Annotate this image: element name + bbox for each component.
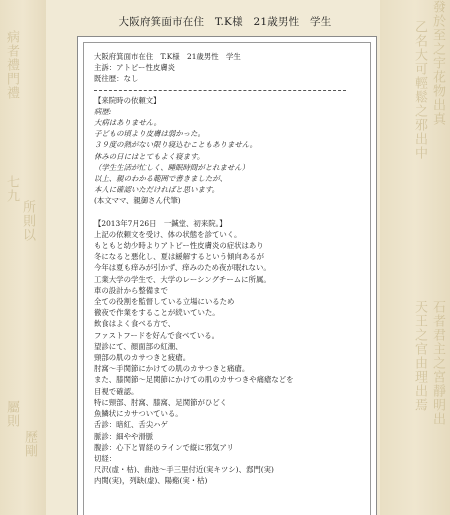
request-line: 子どもの頃より皮膚は弱かった。	[94, 129, 205, 139]
visit-line: 肘窩〜手関節にかけての肌のカサつきと痛瘡。	[94, 364, 250, 374]
background-text: 七九	[4, 175, 19, 203]
background-text: 石者君主之宮靜明出	[430, 300, 445, 426]
visit-line: 飲食はよく食べる方で、	[94, 319, 176, 329]
profile-line: 主訴：アトピー性皮膚炎	[94, 63, 176, 73]
request-signature: (本文ママ、親御さん代筆)	[94, 196, 181, 206]
visit-line: 魚鱗状にカサついている。	[94, 409, 183, 419]
background-text: 屬則	[4, 400, 19, 428]
visit-line: ファストフードを好んで食べている。	[94, 330, 220, 340]
request-line: （学生生活が忙しく、睡眠時間がとれません）	[94, 162, 250, 172]
visit-line: 徹夜で作業をすることが続いていた。	[94, 308, 220, 318]
visit-heading: 【2013年7月26日 一鍼堂、初来院。】	[94, 218, 227, 228]
background-text: 乙名大可輕鬆之邪出中	[412, 20, 427, 160]
visit-line: 腹診：心下と胃経のラインで縦に邪気アリ	[94, 442, 234, 452]
request-heading: 【来院時の依頼文】	[94, 95, 161, 105]
visit-line: 尺沢(虚・枯)、曲池〜手三里付近(実キツシ)、郄門(実)	[94, 465, 274, 475]
visit-line: 上記の依頼文を受け、体の状態を診ていく。	[94, 229, 242, 239]
visit-line: 車の設計から整備まで	[94, 285, 168, 295]
case-card	[77, 36, 377, 515]
background-text: 所則以	[20, 200, 35, 242]
request-line: ３９度の熱がない限り寝込むこともありません。	[94, 140, 258, 150]
visit-line: 頸部の肌のカサつきと疲瘡。	[94, 353, 191, 363]
visit-line: 目視で確認。	[94, 386, 139, 396]
background-text: 病者禮門禮	[4, 30, 19, 100]
visit-line: 脈診：細やや滑脈	[94, 431, 154, 441]
background-text: 天王之官由理出焉	[412, 300, 427, 412]
visit-line: 特に頸部、肘窩、膝窩、足関節がひどく	[94, 397, 228, 407]
visit-line: 全ての役割を監督している立場にいるため	[94, 297, 235, 307]
profile-line: 既往歴：なし	[94, 74, 139, 84]
visit-line: 切経：	[94, 453, 117, 463]
visit-line: 望診にて、顔面部の紅潮、	[94, 341, 183, 351]
background-text: 發於至之宇花物出真	[430, 0, 445, 126]
request-line: 休みの日にはとてもよく寝ます。	[94, 151, 205, 161]
request-line: 本人に確認いただければと思います。	[94, 185, 220, 195]
visit-line: また、膝関節〜足関節にかけての肌のカサつきや痛瘡などを	[94, 375, 294, 385]
visit-line: 舌診：暗紅、舌尖ハゲ	[94, 420, 168, 430]
visit-line: 冬になると悪化し、夏は緩解するという傾向あるが	[94, 252, 264, 262]
visit-line: 工業大学の学生で、大学のレーシングチームに所属。	[94, 274, 271, 284]
case-card-body	[83, 42, 371, 515]
visit-line: 内関(実)，列缺(虚)、陽谿(実・枯)	[94, 476, 208, 486]
dashed-divider	[94, 90, 346, 91]
request-line: 大病はありません。	[94, 118, 161, 128]
page-title: 大阪府箕面市在住 T.K様 21歳男性 学生	[118, 16, 332, 28]
request-line: 病歴:	[94, 106, 112, 116]
request-line: 以上、親のわかる範囲で書きましたが、	[94, 174, 228, 184]
profile-line: 大阪府箕面市在住 T.K様 21歳男性 学生	[94, 52, 241, 61]
visit-line: もともと幼少時よりアトピー性皮膚炎の症状はあり	[94, 241, 264, 251]
visit-line: 今年は夏も痒みが引かず、痒みのため夜が眠れない。	[94, 263, 271, 273]
background-text: 歷剛	[22, 430, 37, 458]
